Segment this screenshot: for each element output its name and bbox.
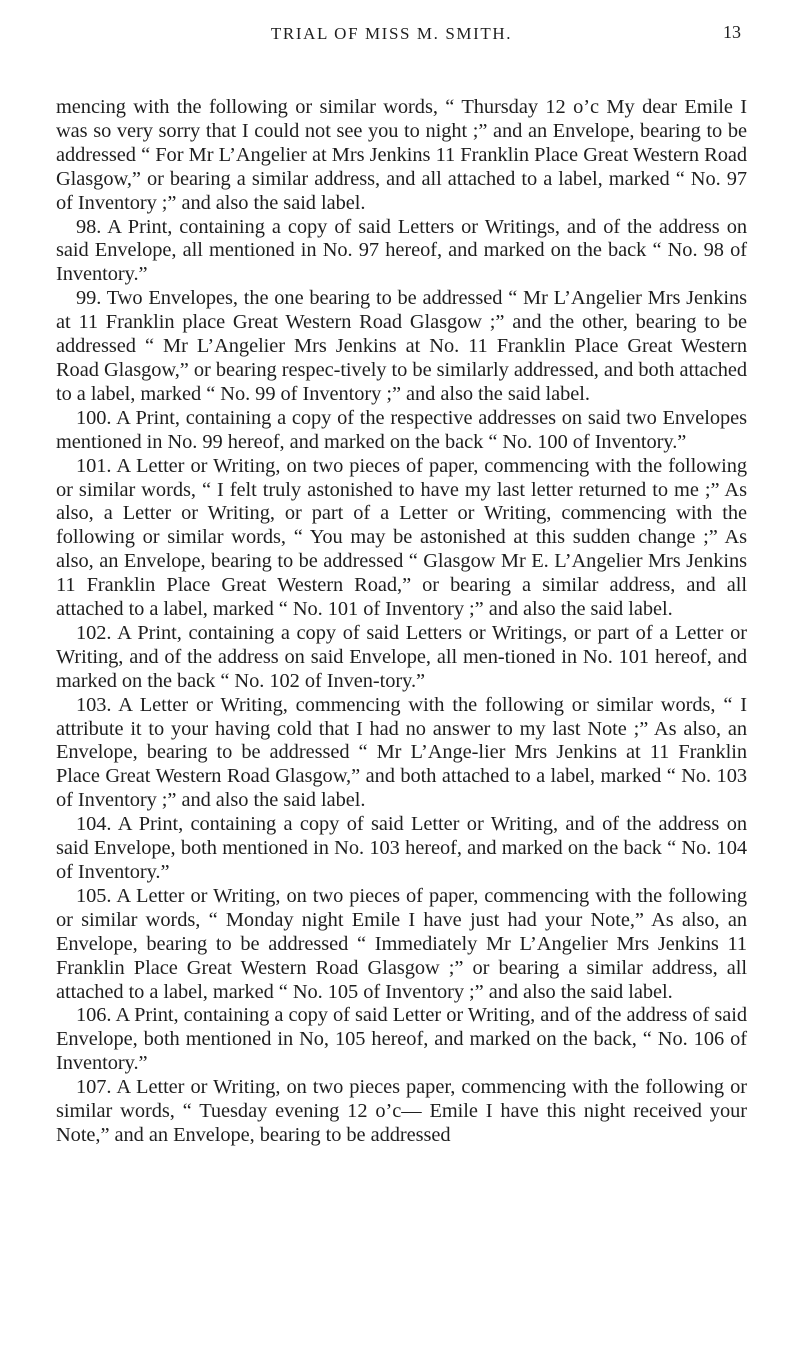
body-text [56, 96, 747, 1148]
paragraph-item-102: 102. A Print, containing a copy of said Letters or Writings, or part of a Letter or Writing, and of the address on said Envelope, all men-tioned in No. 101 hereof, and marked on the back “ No. 102 of Inven-tory.” [56, 621, 747, 692]
paragraph-item-107: 107. A Letter or Writing, on two pieces paper, commencing with the following or similar words, “ Tuesday evening 12 o’c— Emile I have this night received your Note,” and an Envelope, bearing to be addressed [56, 1076, 747, 1146]
paragraph-item-99: 99. Two Envelopes, the one bearing to be addressed “ Mr L’Angelier Mrs Jenkins at 11 Franklin place Great Western Road Glasgow ;” and the other, bearing to be addressed “ Mr L’Angelier Mrs Jenkins at No. 11 Franklin Place Great Western Road Glasgow,” or bearing respec-tively to be similarly addressed, and both attached to a label, marked “ No. 99 of Inventory ;” and also the said label. [56, 287, 747, 405]
paragraph-item-105: 105. A Letter or Writing, on two pieces of paper, commencing with the following or similar words, “ Monday night Emile I have just had your Note,” As also, an Envelope, bearing to be addressed “ Immediately Mr L’Angelier Mrs Jenkins 11 Franklin Place Great Western Road Glasgow ;” or bearing a similar address, all attached to a label, marked “ No. 105 of Inventory ;” and also the said label. [56, 884, 747, 1003]
paragraph-item-100: 100. A Print, containing a copy of the respective addresses on said two Envelopes mentioned in No. 99 hereof, and marked on the back “ No. 100 of Inventory.” [56, 406, 747, 453]
paragraph-item-103: 103. A Letter or Writing, commencing with the following or similar words, “ I attribute it to your having cold that I had no answer to my last Note ;” As also, an Envelope, bearing to be addressed “ Mr L’Ange-lier Mrs Jenkins at 11 Franklin Place Great Western Road Glasgow,” and both attached to a label, marked “ No. 103 of Inventory ;” and also the said label. [56, 693, 747, 812]
paragraph-item-104: 104. A Print, containing a copy of said Letter or Writing, and of the address on said Envelope, both mentioned in No. 103 hereof, and marked on the back “ No. 104 of Inventory.” [56, 813, 747, 883]
paragraph-item-98: 98. A Print, containing a copy of said Letters or Writings, and of the address on said Envelope, all mentioned in No. 97 hereof, and marked on the back “ No. 98 of Inventory.” [56, 215, 747, 286]
running-title: TRIAL OF MISS M. SMITH. [270, 24, 513, 43]
page-number: 13 [723, 22, 741, 42]
paragraph-continuation: mencing with the following or similar words, “ Thursday 12 o’c My dear Emile I was so very sorry that I could not see you to night ;” and an Envelope, bearing to be addressed “ For Mr L’Angelier at Mrs Jenkins 11 Franklin Place Great Western Road Glasgow,” or bearing a similar address, and all attached to a label, marked “ No. 97 of Inventory ;” and also the said label. [56, 96, 747, 214]
paragraph-item-101: 101. A Letter or Writing, on two pieces of paper, commencing with the following or similar words, “ I felt truly astonished to have my last letter returned to me ;” As also, a Letter or Writing, or part of a Letter or Writing, commencing with the following or similar words, “ You may be astonished at this sudden change ;” As also, an Envelope, bearing to be addressed “ Glasgow Mr E. L’Angelier Mrs Jenkins 11 Franklin Place Great Western Road,” or bearing a similar address, and all attached to a label, marked “ No. 101 of Inventory ;” and also the said label. [56, 454, 747, 621]
paragraph-item-106: 106. A Print, containing a copy of said Letter or Writing, and of the address of said Envelope, both mentioned in No, 105 hereof, and marked on the back, “ No. 106 of Inventory.” [56, 1004, 747, 1075]
running-header [56, 0, 747, 58]
